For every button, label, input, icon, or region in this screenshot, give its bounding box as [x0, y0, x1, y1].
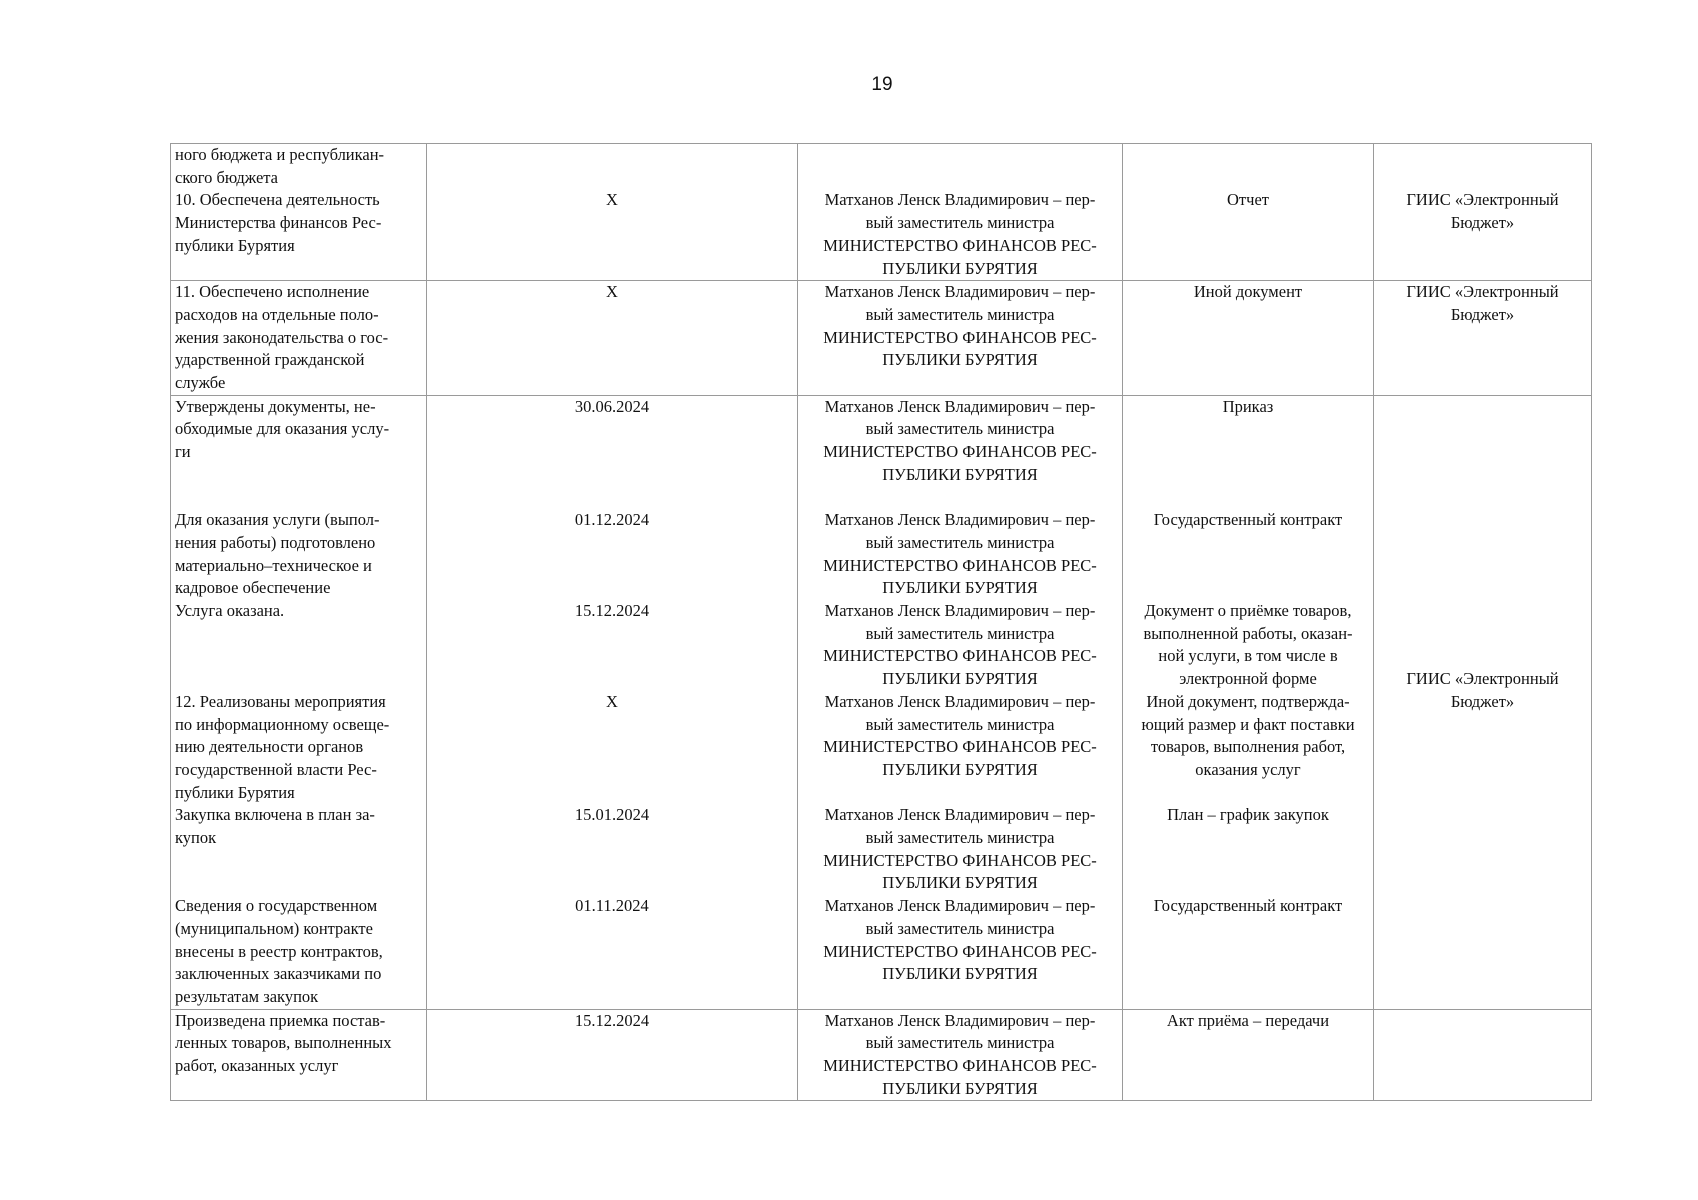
table-row [171, 281, 1592, 396]
result-line: материально–техническое и [175, 555, 372, 575]
information-system-line: ГИИС «Электронный [1406, 669, 1559, 689]
information-system-line: ГИИС «Электронный [1406, 190, 1559, 210]
responsible-line: МИНИСТЕРСТВО ФИНАНСОВ РЕС- [823, 1056, 1097, 1076]
result-line: нию деятельности органов [175, 737, 364, 757]
document-type-line: товаров, выполнения работ, [1150, 737, 1346, 757]
result-line: публики Бурятия [175, 235, 295, 255]
responsible-line: ПУБЛИКИ БУРЯТИЯ [882, 873, 1038, 893]
responsible-line: МИНИСТЕРСТВО ФИНАНСОВ РЕС- [823, 442, 1097, 462]
responsible-line: ПУБЛИКИ БУРЯТИЯ [882, 1078, 1038, 1098]
responsible-line: ПУБЛИКИ БУРЯТИЯ [882, 578, 1038, 598]
result-line: 11. Обеспечено исполнение [175, 282, 370, 302]
date-value: 15.12.2024 [574, 601, 650, 621]
entry-block [175, 691, 422, 805]
responsible-cell [798, 281, 1123, 396]
information-system-cell [1374, 144, 1592, 281]
responsible-cell [798, 144, 1123, 281]
date-value: X [606, 282, 618, 302]
date-value: X [606, 190, 618, 210]
result-line: 12. Реализованы мероприятия [175, 691, 386, 711]
responsible-line: Матханов Ленск Владимирович – пер- [824, 896, 1096, 916]
responsible-line: Матханов Ленск Владимирович – пер- [824, 510, 1096, 530]
result-line: Министерства финансов Рес- [175, 213, 382, 233]
document-type-line: Иной документ [1193, 282, 1303, 302]
responsible-line: МИНИСТЕРСТВО ФИНАНСОВ РЕС- [823, 235, 1097, 255]
document-type-line: Акт приёма – передачи [1166, 1010, 1330, 1030]
result-line: купок [175, 828, 217, 848]
date-value: 01.12.2024 [574, 510, 650, 530]
responsible-line: ПУБЛИКИ БУРЯТИЯ [882, 669, 1038, 689]
responsible-line: вый заместитель министра [865, 623, 1055, 643]
document-type-cell [1123, 395, 1374, 1009]
information-system-cell [1374, 1009, 1592, 1101]
entry-block [175, 804, 422, 895]
result-line: ленных товаров, выполненных [175, 1033, 392, 1053]
document-type-cell [1123, 1009, 1374, 1101]
responsible-cell [798, 1009, 1123, 1101]
document-type-line: Иной документ, подтвержда- [1146, 691, 1350, 711]
result-line: обходимые для оказания услу- [175, 419, 390, 439]
responsible-line: ПУБЛИКИ БУРЯТИЯ [882, 964, 1038, 984]
entry-block [175, 600, 422, 691]
responsible-cell [798, 395, 1123, 1009]
date-cell [427, 1009, 798, 1101]
result-line: 10. Обеспечена деятельность [175, 190, 380, 210]
document-type-line: Отчет [1227, 190, 1269, 210]
result-line: кадровое обеспечение [175, 578, 331, 598]
result-line: работ, оказанных услуг [175, 1056, 339, 1076]
date-cell [427, 144, 798, 281]
entry-block [175, 509, 422, 600]
result-cell [171, 1009, 427, 1101]
result-cell [171, 395, 427, 1009]
result-line: ного бюджета и республикан- [175, 145, 385, 164]
document-type-line: Документ о приёмке товаров, [1144, 601, 1352, 621]
responsible-line: ПУБЛИКИ БУРЯТИЯ [882, 464, 1038, 484]
responsible-line: ПУБЛИКИ БУРЯТИЯ [882, 350, 1038, 370]
responsible-line: МИНИСТЕРСТВО ФИНАНСОВ РЕС- [823, 327, 1097, 347]
result-line: ского бюджета [175, 167, 279, 187]
document-type-line: Государственный контракт [1153, 510, 1343, 530]
table-row [171, 395, 1592, 1009]
page-number: 19 [871, 74, 893, 95]
result-line: государственной власти Рес- [175, 759, 377, 779]
information-system-cell [1374, 395, 1592, 1009]
result-line: заключенных заказчиками по [175, 964, 382, 984]
responsible-line: вый заместитель министра [865, 419, 1055, 439]
date-cell [427, 395, 798, 1009]
result-line: результатам закупок [175, 986, 319, 1006]
result-line: внесены в реестр контрактов, [175, 941, 383, 961]
responsible-line: вый заместитель министра [865, 714, 1055, 734]
information-system-line: ГИИС «Электронный [1406, 282, 1559, 302]
result-line: Для оказания услуги (выпол- [175, 510, 380, 530]
result-line: Закупка включена в план за- [175, 805, 375, 825]
result-line: ги [175, 442, 191, 462]
date-value: 30.06.2024 [574, 396, 650, 416]
responsible-line: Матханов Ленск Владимирович – пер- [824, 190, 1096, 210]
entry-block [175, 895, 422, 1009]
responsible-line: Матханов Ленск Владимирович – пер- [824, 1010, 1096, 1030]
document-type-cell [1123, 281, 1374, 396]
responsible-line: МИНИСТЕРСТВО ФИНАНСОВ РЕС- [823, 737, 1097, 757]
responsible-line: Матханов Ленск Владимирович – пер- [824, 396, 1096, 416]
table-row [171, 1009, 1592, 1101]
responsible-line: Матханов Ленск Владимирович – пер- [824, 282, 1096, 302]
document-type-line: Государственный контракт [1153, 896, 1343, 916]
document-type-line: План – график закупок [1167, 805, 1329, 825]
result-line: публики Бурятия [175, 782, 295, 802]
document-type-line: оказания услуг [1195, 759, 1301, 779]
responsible-line: МИНИСТЕРСТВО ФИНАНСОВ РЕС- [823, 646, 1097, 666]
responsible-line: МИНИСТЕРСТВО ФИНАНСОВ РЕС- [823, 941, 1097, 961]
responsible-line: Матханов Ленск Владимирович – пер- [824, 805, 1096, 825]
information-system-line: Бюджет» [1450, 213, 1515, 233]
information-system-line: Бюджет» [1450, 691, 1515, 711]
information-system-line: Бюджет» [1450, 304, 1515, 324]
document-type-line: Приказ [1222, 396, 1274, 416]
document-type-line: выполненной работы, оказан- [1143, 623, 1353, 643]
responsible-line: вый заместитель министра [865, 304, 1055, 324]
table-row [171, 144, 1592, 281]
result-cell [171, 144, 427, 281]
date-cell [427, 281, 798, 396]
result-line: нения работы) подготовлено [175, 532, 376, 552]
result-line: расходов на отдельные поло- [175, 304, 379, 324]
date-value: X [606, 691, 618, 711]
result-line: ударственной гражданской [175, 350, 365, 370]
result-line: (муниципальном) контракте [175, 918, 373, 938]
result-line: Произведена приемка постав- [175, 1010, 386, 1030]
document-type-line: ющий размер и факт поставки [1141, 714, 1355, 734]
responsible-line: ПУБЛИКИ БУРЯТИЯ [882, 258, 1038, 278]
result-line: Утверждены документы, не- [175, 396, 376, 416]
responsible-line: вый заместитель министра [865, 1033, 1055, 1053]
information-system-cell [1374, 281, 1592, 396]
responsible-line: ПУБЛИКИ БУРЯТИЯ [882, 759, 1038, 779]
date-value: 01.11.2024 [575, 896, 649, 916]
result-line: по информационному освеще- [175, 714, 390, 734]
document-type-cell [1123, 144, 1374, 281]
responsible-line: вый заместитель министра [865, 918, 1055, 938]
document-type-line: ной услуги, в том числе в [1158, 646, 1338, 666]
result-line: Сведения о государственном [175, 896, 378, 916]
entry-block [175, 396, 422, 510]
responsible-line: вый заместитель министра [865, 213, 1055, 233]
result-line: Услуга оказана. [175, 601, 285, 621]
result-cell [171, 281, 427, 396]
document-type-line: электронной форме [1179, 669, 1317, 689]
plan-table [170, 143, 1592, 1101]
responsible-line: вый заместитель министра [865, 532, 1055, 552]
responsible-line: МИНИСТЕРСТВО ФИНАНСОВ РЕС- [823, 850, 1097, 870]
responsible-line: вый заместитель министра [865, 828, 1055, 848]
responsible-line: Матханов Ленск Владимирович – пер- [824, 691, 1096, 711]
responsible-line: Матханов Ленск Владимирович – пер- [824, 601, 1096, 621]
responsible-line: МИНИСТЕРСТВО ФИНАНСОВ РЕС- [823, 555, 1097, 575]
date-value: 15.12.2024 [574, 1010, 650, 1030]
result-line: жения законодательства о гос- [175, 327, 389, 347]
result-line: службе [175, 373, 226, 393]
date-value: 15.01.2024 [574, 805, 650, 825]
